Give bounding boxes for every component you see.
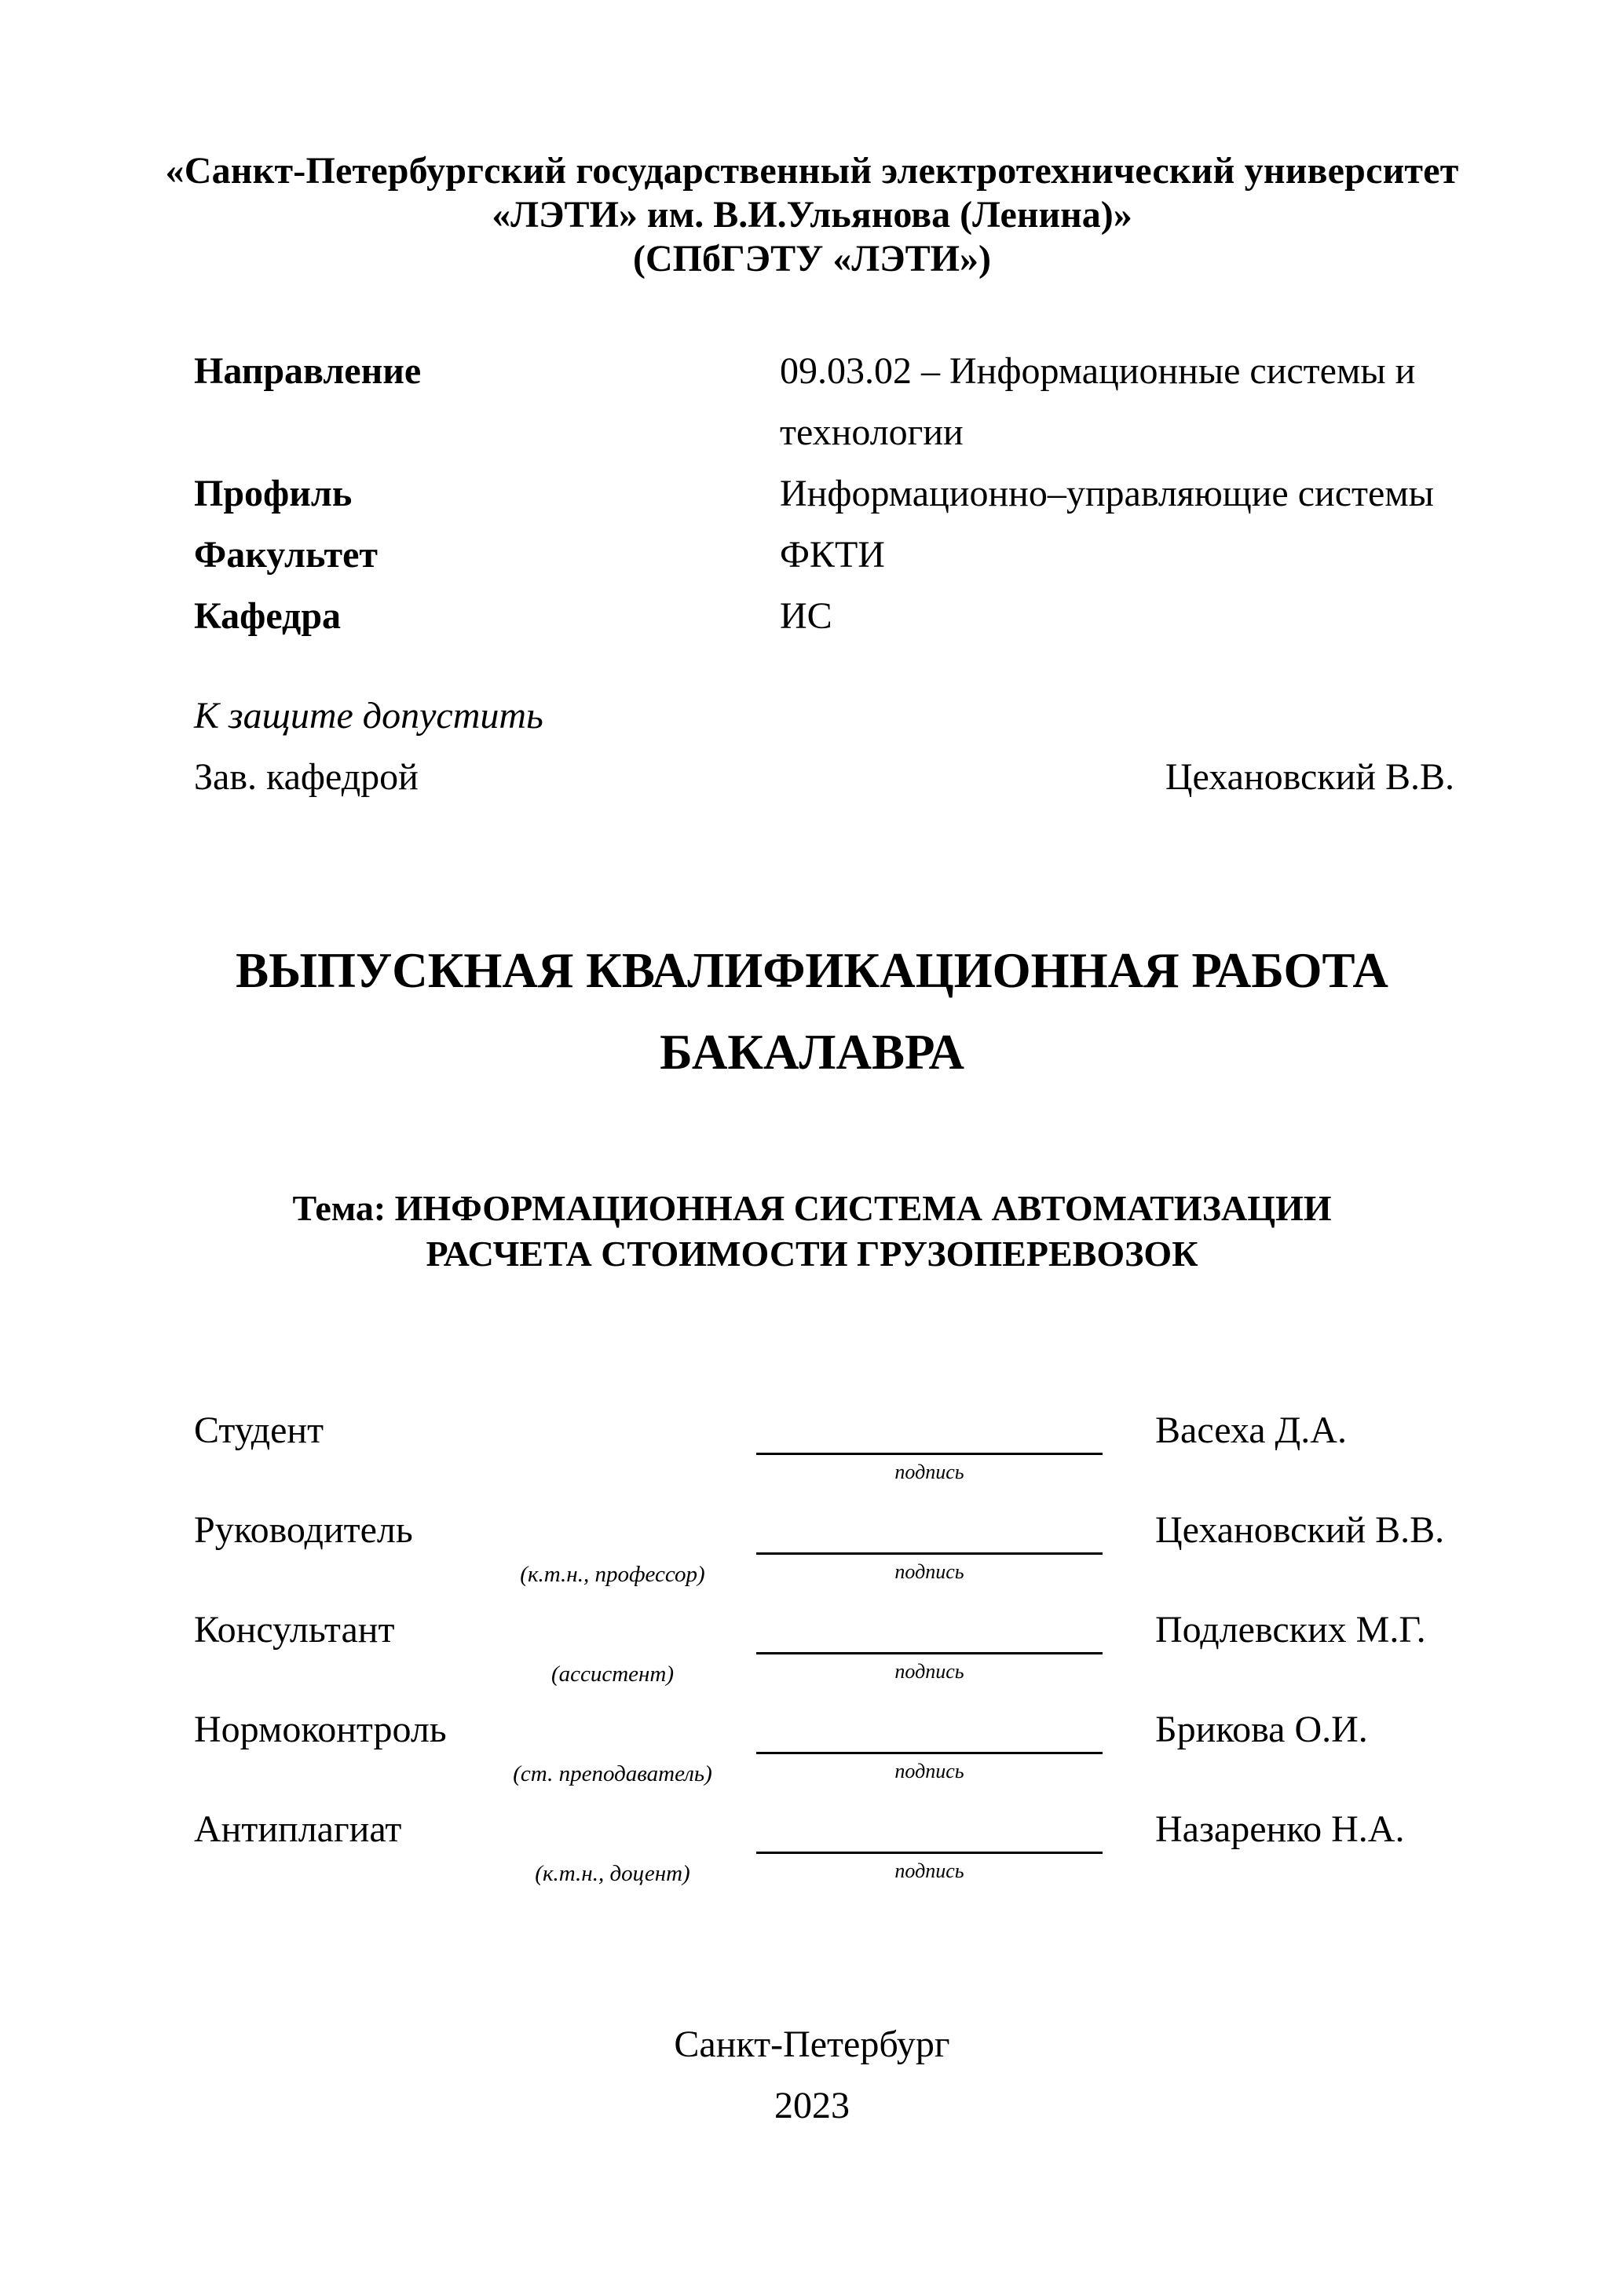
signature-row-supervisor <box>0 1508 1624 1603</box>
signature-name: Назаренко Н.А. <box>1155 1808 1405 1850</box>
university-name-line2: «ЛЭТИ» им. В.И.Ульянова (Ленина)» <box>492 194 1132 236</box>
signature-name: Брикова О.И. <box>1155 1709 1368 1750</box>
signature-qualification: (ассистент) <box>550 1662 675 1687</box>
field-value-profile: Информационно–управляющие системы <box>780 473 1434 514</box>
signature-row-antiplagiarism <box>0 1808 1624 1902</box>
signature-qualification: (к.т.н., доцент) <box>535 1861 690 1886</box>
signature-qualification: (к.т.н., профессор) <box>520 1562 705 1587</box>
signature-role: Студент <box>194 1409 324 1451</box>
signature-line[interactable] <box>756 1453 1103 1455</box>
signature-caption: подпись <box>894 1560 964 1583</box>
signature-line[interactable] <box>756 1752 1103 1754</box>
thesis-theme-line2: РАСЧЕТА СТОИМОСТИ ГРУЗОПЕРЕВОЗОК <box>426 1234 1198 1274</box>
thesis-theme <box>0 1186 1624 1277</box>
field-label-faculty: Факультет <box>194 534 378 576</box>
signature-row-consultant <box>0 1608 1624 1702</box>
field-label-profile: Профиль <box>194 473 353 514</box>
footer <box>0 2014 1624 2137</box>
document-title-line1: ВЫПУСКНАЯ КВАЛИФИКАЦИОННАЯ РАБОТА <box>236 943 1388 998</box>
field-value-faculty: ФКТИ <box>780 534 885 576</box>
signature-caption: подпись <box>894 1660 964 1683</box>
footer-year: 2023 <box>774 2085 850 2126</box>
signature-name: Цехановский В.В. <box>1155 1509 1445 1551</box>
signature-name: Подлевских М.Г. <box>1155 1609 1426 1651</box>
footer-city: Санкт-Петербург <box>674 2024 950 2065</box>
document-title <box>0 930 1624 1093</box>
university-name-line1: «Санкт-Петербургский государственный электротехнический университет <box>165 150 1459 192</box>
field-label-department: Кафедра <box>194 595 342 637</box>
thesis-theme-line1: Тема: ИНФОРМАЦИОННАЯ СИСТЕМА АВТОМАТИЗАЦИИ <box>292 1188 1332 1228</box>
signature-row-normcontrol <box>0 1708 1624 1802</box>
signature-qualification: (ст. преподаватель) <box>513 1761 712 1786</box>
signature-caption: подпись <box>894 1859 964 1882</box>
field-value-direction-line1: 09.03.02 – Информационные системы и <box>780 350 1416 392</box>
signature-line[interactable] <box>756 1652 1103 1654</box>
signature-caption: подпись <box>894 1760 964 1782</box>
field-label-direction: Направление <box>194 350 422 392</box>
signature-caption: подпись <box>894 1461 964 1483</box>
signature-row-student <box>0 1409 1624 1503</box>
document-title-line2: БАКАЛАВРА <box>660 1025 964 1080</box>
field-value-department: ИС <box>780 595 832 637</box>
approval-head-name: Цехановский В.В. <box>1165 756 1454 798</box>
university-abbreviation: (СПбГЭТУ «ЛЭТИ») <box>633 238 991 280</box>
university-header <box>0 149 1624 281</box>
signature-role: Антиплагиат <box>194 1808 402 1850</box>
signature-role: Руководитель <box>194 1509 413 1551</box>
signature-role: Консультант <box>194 1609 395 1651</box>
signature-name: Васеха Д.А. <box>1155 1409 1347 1451</box>
signature-line[interactable] <box>756 1552 1103 1555</box>
field-value-direction-line2: технологии <box>780 411 964 453</box>
signature-line[interactable] <box>756 1852 1103 1854</box>
approval-caption: К защите допустить <box>194 695 543 737</box>
signature-role: Нормоконтроль <box>194 1709 447 1750</box>
approval-role: Зав. кафедрой <box>194 756 419 798</box>
